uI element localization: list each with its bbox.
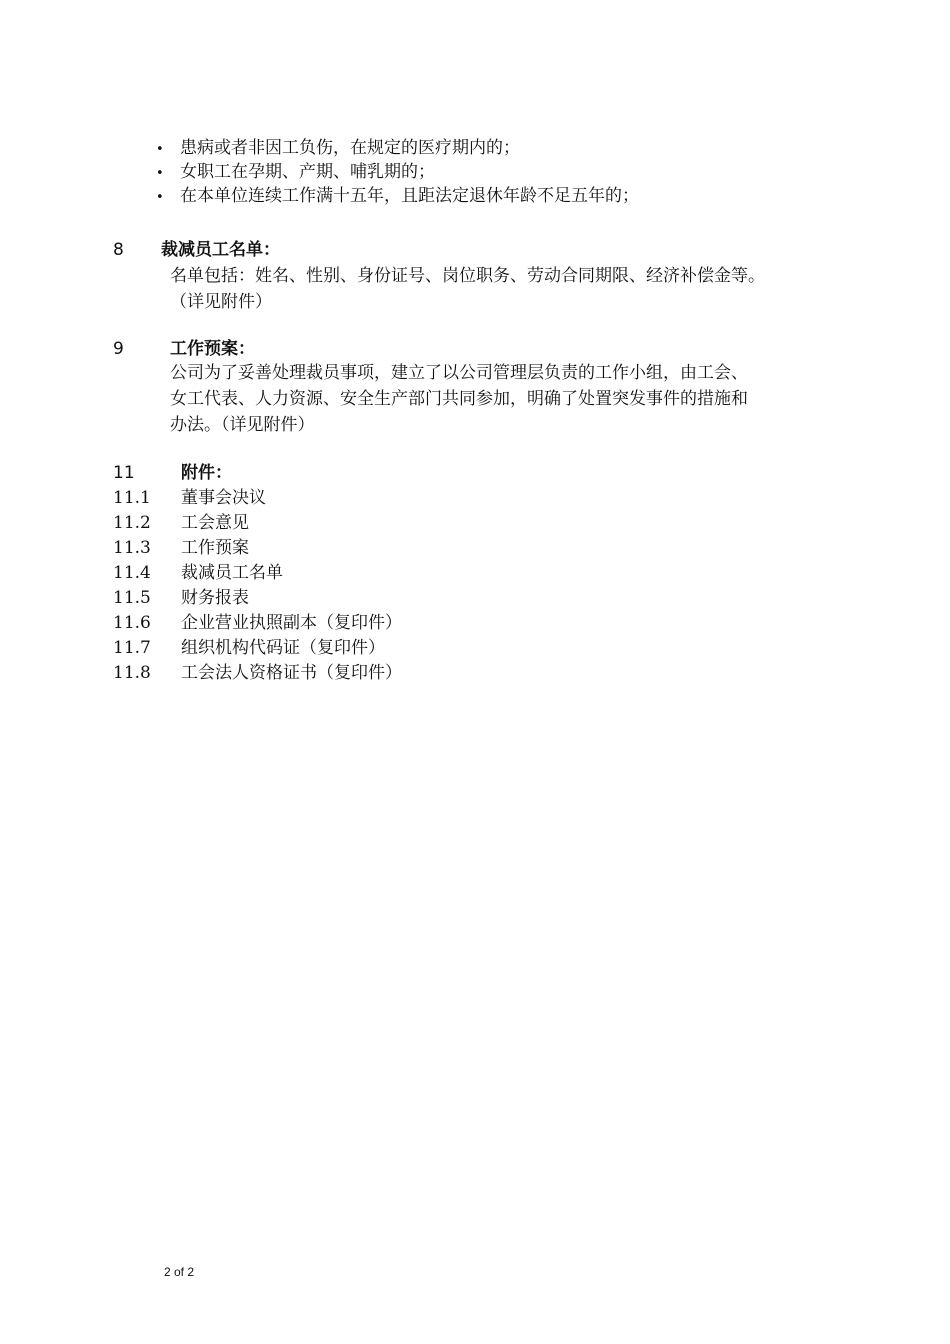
paragraph-line: 办法。（详见附件）: [170, 415, 315, 435]
paragraph-line: 名单包括：姓名、性别、身份证号、岗位职务、劳动合同期限、经济补偿金等。: [170, 266, 765, 286]
attachment-label: 工作预案: [181, 538, 249, 558]
section-9-heading: [113, 337, 255, 361]
attachment-label: 组织机构代码证（复印件）: [181, 638, 385, 658]
attachment-list: [113, 486, 402, 686]
section-11-heading: [113, 461, 232, 485]
attachment-number: 11.2: [113, 513, 151, 533]
bullet-text: 女职工在孕期、产期、哺乳期的；: [180, 162, 435, 182]
section-title: 工作预案：: [170, 339, 255, 359]
section-8-body: [170, 263, 850, 315]
page-number: 2 of 2: [164, 1265, 195, 1279]
attachment-number: 11.4: [113, 563, 151, 583]
list-item: [113, 511, 402, 536]
list-item: [113, 536, 402, 561]
attachment-label: 财务报表: [181, 588, 249, 608]
list-item: [156, 160, 856, 184]
attachment-label: 工会意见: [181, 513, 249, 533]
bullet-icon: •: [156, 142, 164, 157]
attachment-label: 工会法人资格证书（复印件）: [181, 663, 402, 683]
attachment-label: 裁减员工名单: [181, 563, 283, 583]
section-number: 8: [113, 240, 124, 260]
attachment-label: 董事会决议: [181, 488, 266, 508]
paragraph-line: 女工代表、人力资源、安全生产部门共同参加，明确了处置突发事件的措施和: [170, 389, 748, 409]
bullet-text: 患病或者非因工负伤，在规定的医疗期内的；: [180, 138, 520, 158]
list-item: [156, 136, 856, 160]
attachment-number: 11.7: [113, 638, 151, 658]
section-8-heading: [113, 238, 280, 262]
list-item: [113, 661, 402, 686]
section-number: 11: [113, 463, 135, 483]
list-item: [113, 561, 402, 586]
section-title: 附件：: [181, 463, 232, 483]
attachment-number: 11.6: [113, 613, 151, 633]
attachment-number: 11.8: [113, 663, 151, 683]
section-number: 9: [113, 339, 124, 359]
list-item: [113, 586, 402, 611]
section-9-body: [170, 360, 850, 438]
attachment-number: 11.5: [113, 588, 151, 608]
list-item: [113, 486, 402, 511]
list-item: [113, 636, 402, 661]
paragraph-line: （详见附件）: [170, 292, 272, 312]
attachment-number: 11.1: [113, 488, 151, 508]
paragraph-line: 公司为了妥善处理裁员事项，建立了以公司管理层负责的工作小组，由工会、: [170, 363, 748, 383]
list-item: [156, 184, 856, 208]
attachment-label: 企业营业执照副本（复印件）: [181, 613, 402, 633]
list-item: [113, 611, 402, 636]
section-title: 裁减员工名单：: [161, 240, 280, 260]
bullet-icon: •: [156, 190, 164, 205]
attachment-number: 11.3: [113, 538, 151, 558]
bullet-icon: •: [156, 166, 164, 181]
bullet-list: [156, 136, 856, 208]
bullet-text: 在本单位连续工作满十五年，且距法定退休年龄不足五年的；: [180, 186, 639, 206]
